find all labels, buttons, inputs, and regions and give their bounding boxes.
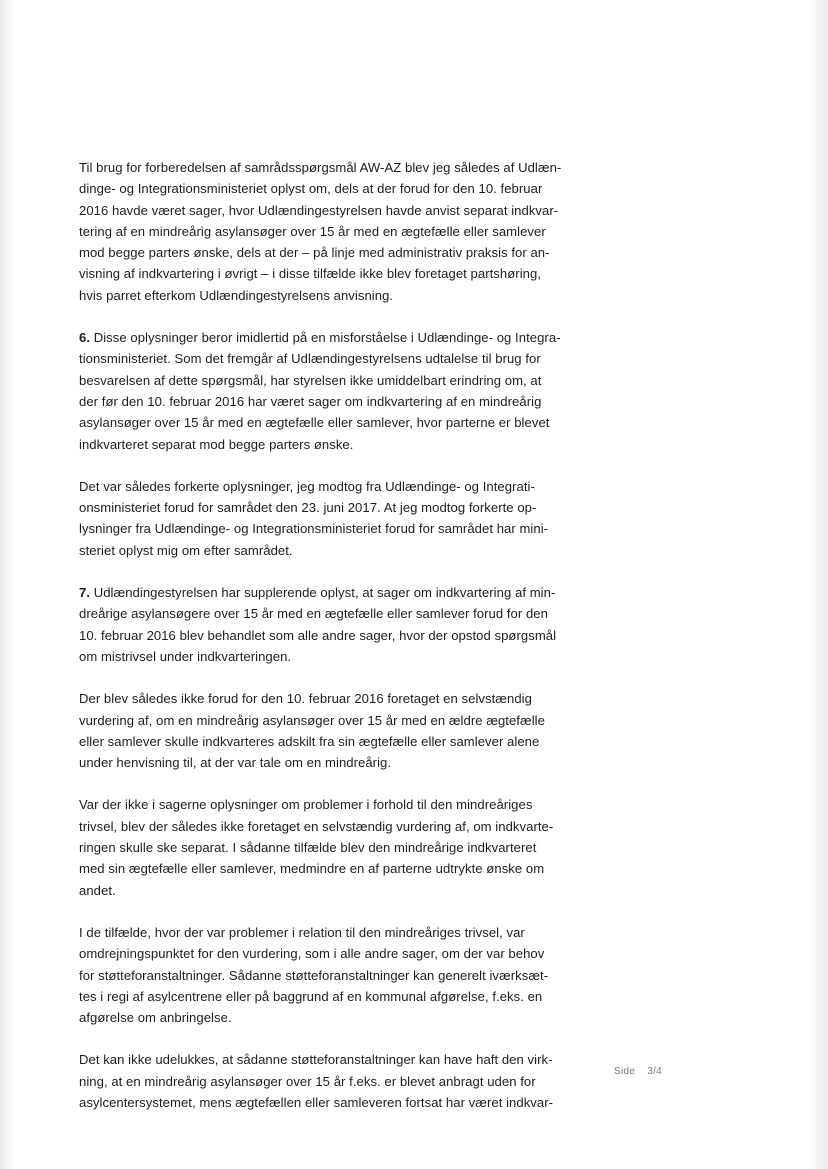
- text-line: lysninger fra Udlændinge- og Integrationsministeriet forud for samrådet har mini-: [79, 521, 549, 537]
- text-line: Det kan ikke udelukkes, at sådanne støtteforanstaltninger kan have haft den virk-: [79, 1052, 553, 1068]
- text-line: dinge- og Integrationsministeriet oplyst om, dels at der forud for den 10. februar: [79, 181, 543, 197]
- paragraph-5: [79, 688, 599, 773]
- scan-edge-right: [806, 0, 828, 1169]
- text-line: Var der ikke i sagerne oplysninger om problemer i forhold til den mindreåriges: [79, 797, 533, 813]
- text-line: for støtteforanstaltninger. Sådanne støtteforanstaltninger kan generelt iværksæt-: [79, 967, 549, 983]
- paragraph-7: [79, 582, 599, 667]
- text-line: der før den 10. februar 2016 har været sager om indkvartering af en mindreårig: [79, 393, 542, 409]
- text-line: 2016 havde været sager, hvor Udlændingestyrelsen havde anvist separat indkvar-: [79, 202, 559, 218]
- section-number: 6.: [79, 330, 91, 346]
- paragraph-6: [79, 327, 599, 455]
- text-line: steriet oplyst mig om efter samrådet.: [79, 542, 293, 558]
- text-line: med sin ægtefælle eller samlever, medmindre en af parterne udtrykte ønske om: [79, 861, 545, 877]
- text-line: under henvisning til, at der var tale om en mindreårig.: [79, 755, 392, 771]
- text-line: Der blev således ikke forud for den 10. februar 2016 foretaget en selvstændig: [79, 691, 532, 707]
- scan-edge-left: [0, 0, 14, 1169]
- text-line: besvarelsen af dette spørgsmål, har styrelsen ikke umiddelbart erindring om, at: [79, 372, 542, 388]
- text-fragment: Disse oplysninger beror imidlertid på en misforståelse i Udlændinge- og Integra-: [90, 330, 561, 346]
- text-line: Det var således forkerte oplysninger, jeg modtog fra Udlændinge- og Integrati-: [79, 478, 535, 494]
- text-line: indkvarteret separat mod begge parters ønske.: [79, 436, 354, 452]
- text-line: [79, 327, 599, 348]
- page-label: Side: [614, 1066, 636, 1077]
- paragraph-6b: [79, 794, 599, 900]
- text-line: onsministeriet forud for samrådet den 23. juni 2017. At jeg modtog forkerte op-: [79, 500, 537, 516]
- text-line: 10. februar 2016 blev behandlet som alle andre sager, hvor der opstod spørgsmål: [79, 627, 557, 643]
- text-line: dreårige asylansøgere over 15 år med en ægtefælle eller samlever forud for den: [79, 606, 548, 622]
- text-line: [79, 582, 599, 603]
- text-fragment: Udlændingestyrelsen har supplerende oplyst, at sager om indkvartering af min-: [90, 585, 556, 601]
- text-line: tes i regi af asylcentrene eller på baggrund af en kommunal afgørelse, f.eks. en: [79, 988, 543, 1004]
- paragraph-8: [79, 1049, 599, 1113]
- paragraph-7b: [79, 922, 599, 1028]
- text-line: visning af indkvartering i øvrigt – i disse tilfælde ikke blev foretaget partshøring,: [79, 266, 542, 282]
- text-line: afgørelse om anbringelse.: [79, 1010, 232, 1026]
- text-line: asylcentersystemet, mens ægtefællen eller samleveren fortsat har været indkvar-: [79, 1094, 554, 1110]
- paragraph-1: [79, 157, 599, 306]
- paragraph-3: [79, 476, 599, 561]
- text-line: tering af en mindreårig asylansøger over 15 år med en ægtefælle eller samlever: [79, 223, 546, 239]
- text-line: om mistrivsel under indkvarteringen.: [79, 648, 292, 664]
- text-line: tionsministeriet. Som det fremgår af Udlændingestyrelsens udtalelse til brug for: [79, 351, 541, 367]
- text-line: Til brug for forberedelsen af samrådsspørgsmål AW-AZ blev jeg således af Udlæn-: [79, 160, 562, 175]
- text-line: trivsel, blev der således ikke foretaget en selvstændig vurdering af, om indkvarte-: [79, 818, 554, 834]
- document-body: [79, 157, 599, 1134]
- text-line: omdrejningspunktet for den vurdering, som i alle andre sager, om der var behov: [79, 946, 545, 962]
- text-line: eller samlever skulle indkvarteres adskilt fra sin ægtefælle eller samlever alene: [79, 733, 540, 749]
- text-line: asylansøger over 15 år med en ægtefælle eller samlever, hvor parterne er blevet: [79, 415, 550, 431]
- text-line: vurdering af, om en mindreårig asylansøger over 15 år med en ældre ægtefælle: [79, 712, 545, 728]
- text-line: I de tilfælde, hvor der var problemer i relation til den mindreåriges trivsel, var: [79, 924, 525, 940]
- text-line: ning, at en mindreårig asylansøger over 15 år f.eks. er blevet anbragt uden for: [79, 1073, 536, 1089]
- text-line: ringen skulle ske separat. I sådanne tilfælde blev den mindreårige indkvarteret: [79, 840, 537, 856]
- text-line: mod begge parters ønske, dels at der – på linje med administrativ praksis for an-: [79, 245, 550, 261]
- page-number: 3/4: [647, 1066, 663, 1077]
- text-line: andet.: [79, 882, 116, 898]
- section-number: 7.: [79, 585, 91, 601]
- text-line: hvis parret efterkom Udlændingestyrelsens anvisning.: [79, 287, 394, 303]
- page-footer: [614, 1066, 662, 1077]
